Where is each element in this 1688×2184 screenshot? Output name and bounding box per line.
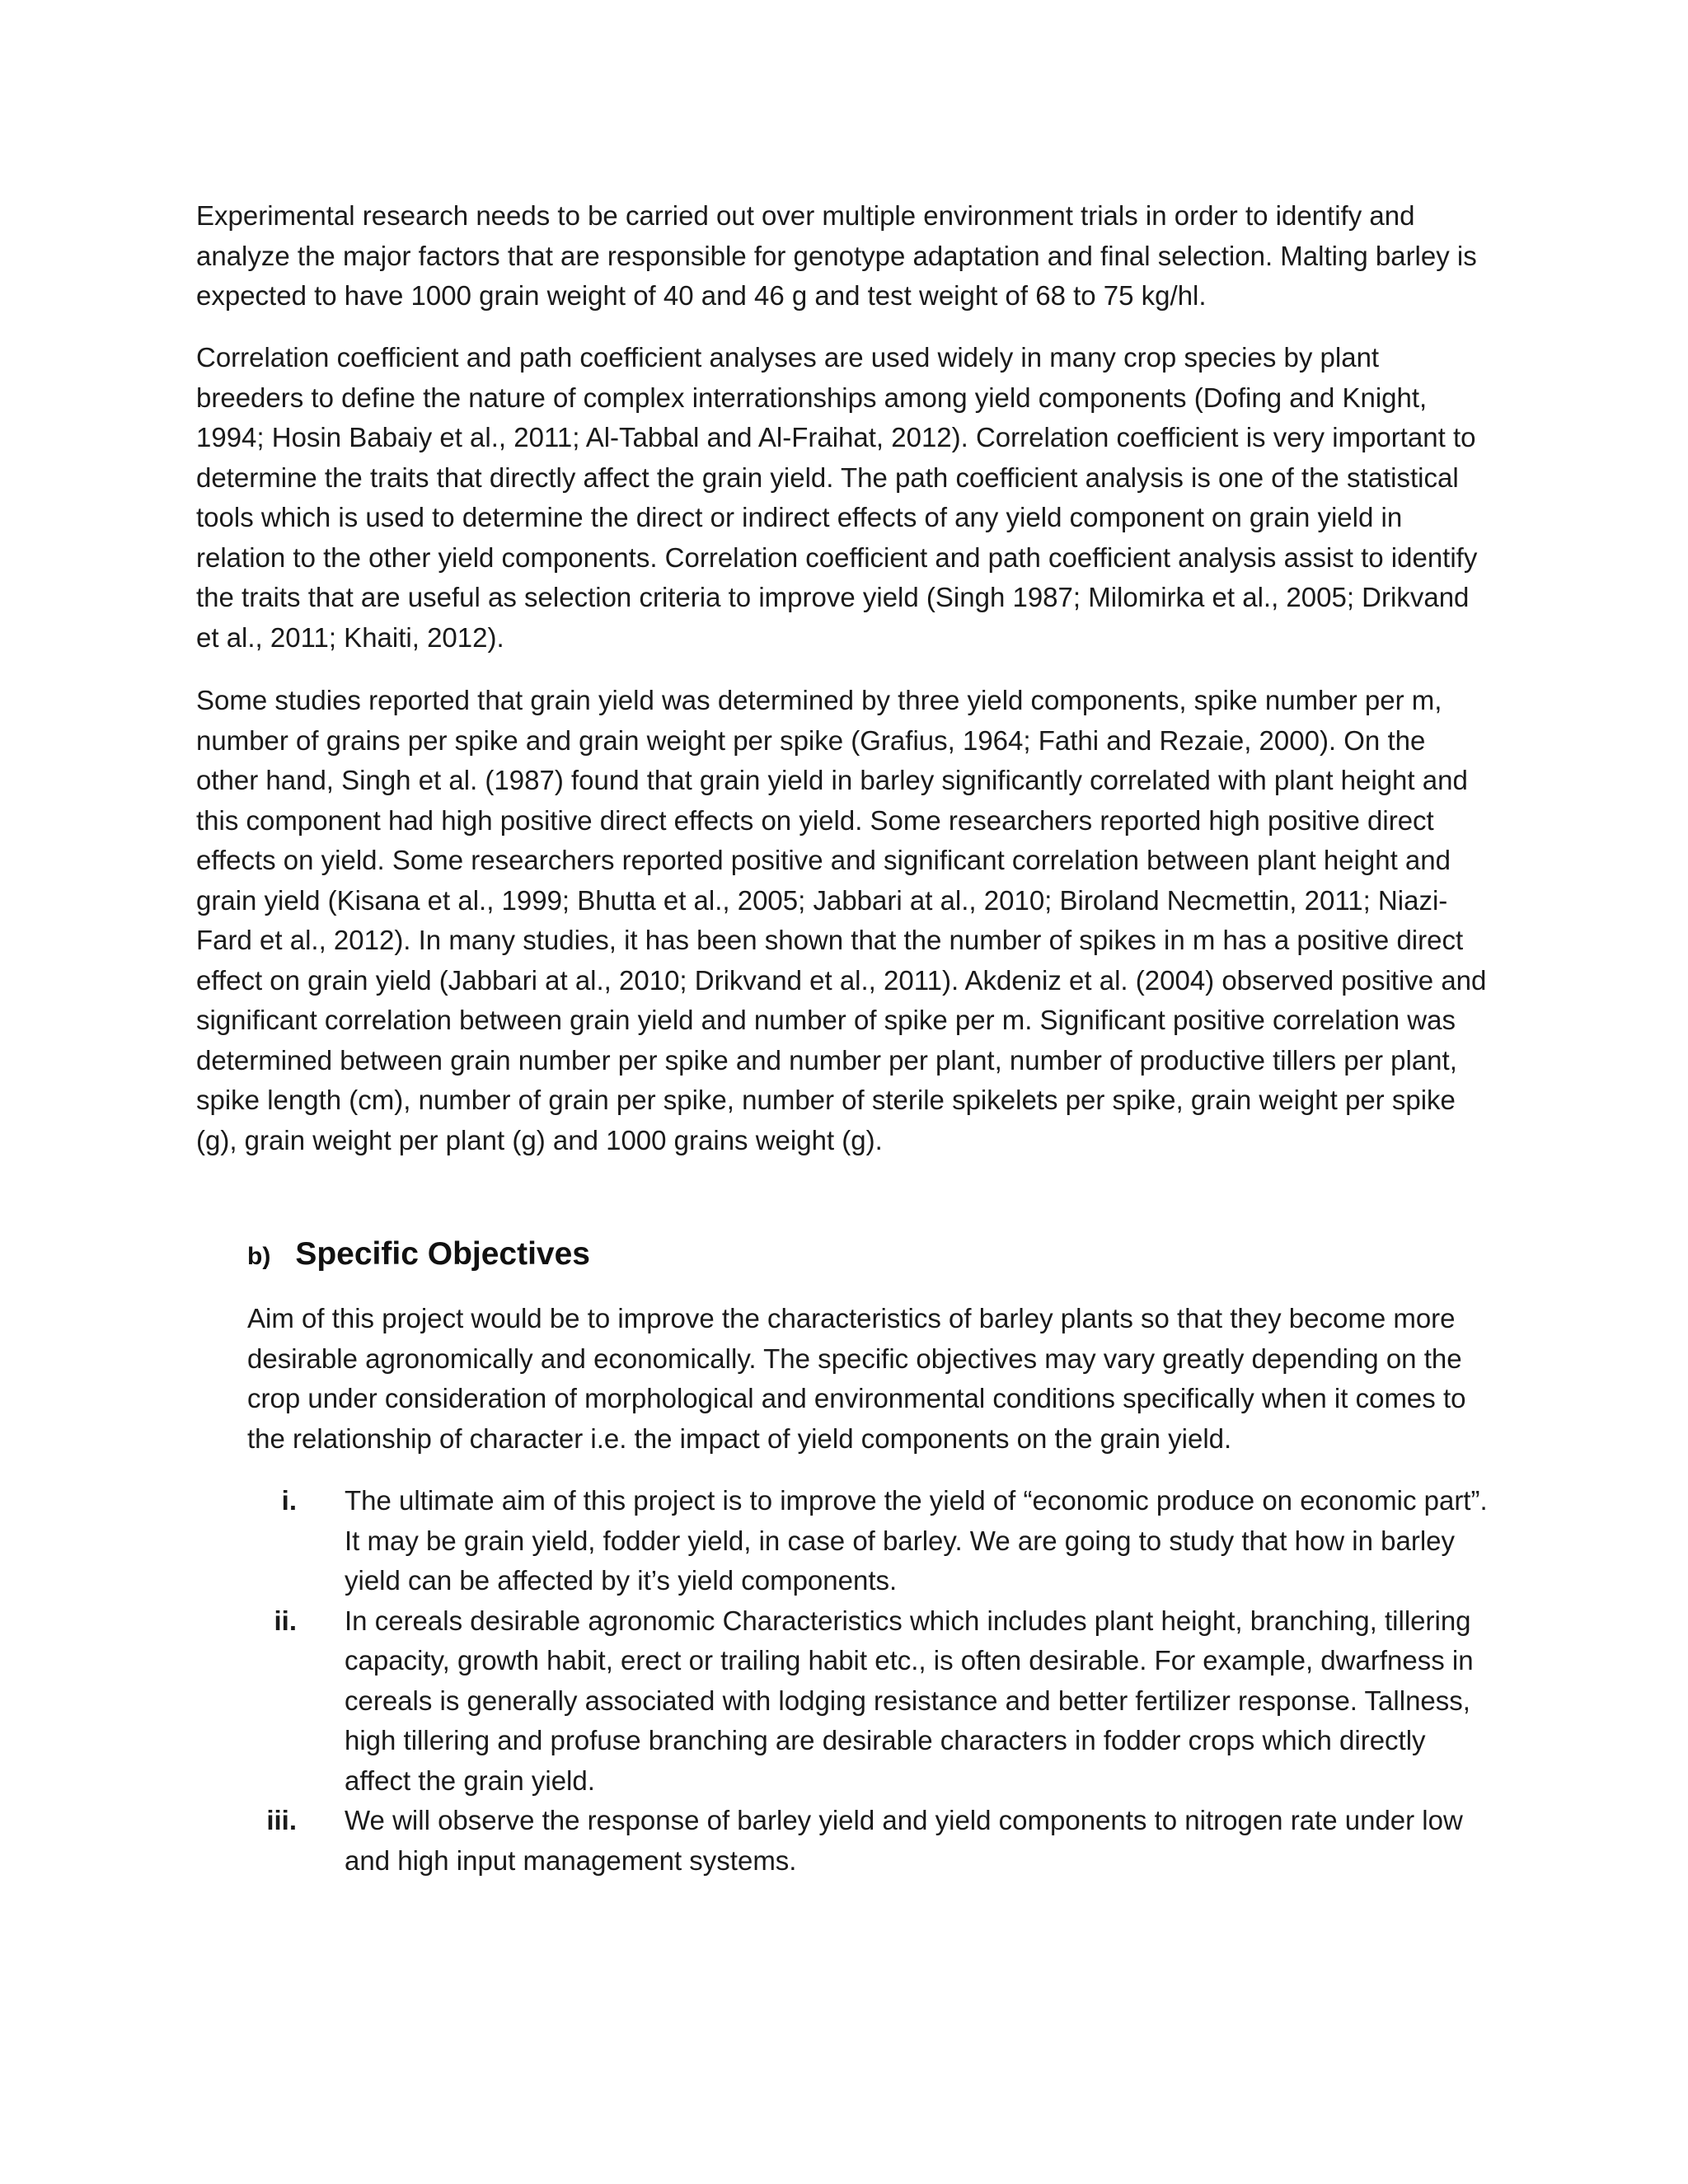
paragraph-correlation-coefficient: Correlation coefficient and path coefficient analyses are used widely in many crop species by plant breeders to define the nature of complex interrationships among yield components (Dofing and Knight, 1994; Hosin Babaiy et al., 2011; Al-Tabbal and Al-Fraihat, 2012). Correlation coefficient is very important to determine the traits that directly affect the grain yield. The path coefficient analysis is one of the statistical tools which is used to determine the direct or indirect effects of any yield component on grain yield in relation to the other yield components. Correlation coefficient and path coefficient analysis assist to identify the traits that are useful as selection criteria to improve yield (Singh 1987; Milomirka et al., 2005; Drikvand et al., 2011; Khaiti, 2012). (196, 342, 1478, 653)
objective-item (247, 1481, 1496, 1601)
list-marker: ii. (274, 1605, 297, 1636)
list-marker: i. (281, 1485, 297, 1516)
objective-item (247, 1801, 1496, 1881)
paragraph-objectives-intro: Aim of this project would be to improve the characteristics of barley plants so that they become more desirable agronomically and economically. The specific objectives may vary greatly depending on the crop under consideration of morphological and environmental conditions specifically when it comes to the relationship of character i.e. the impact of yield components on the grain yield. (247, 1303, 1466, 1454)
objective-item (247, 1601, 1496, 1802)
section-heading (247, 1236, 590, 1272)
section-title: Specific Objectives (295, 1236, 590, 1272)
paragraph-yield-components-studies: Some studies reported that grain yield was determined by three yield components, spike number per m, number of grains per spike and grain weight per spike (Grafius, 1964; Fathi and Rezaie, 2000). On the other hand, Singh et al. (1987) found that grain yield in barley significantly correlated with plant height and this component had high positive direct effects on yield. Some researchers reported high positive direct effects on yield. Some researchers reported positive and significant correlation between plant height and grain yield (Kisana et al., 1999; Bhutta et al., 2005; Jabbari at al., 2010; Biroland Necmettin, 2011; Niazi-Fard et al., 2012). In many studies, it has been shown that the number of spikes in m has a positive direct effect on grain yield (Jabbari at al., 2010; Drikvand et al., 2011). Akdeniz et al. (2004) observed positive and significant correlation between grain yield and number of spike per m. Significant positive correlation was determined between grain number per spike and number per plant, number of productive tillers per plant, spike length (cm), number of grain per spike, number of sterile spikelets per spike, grain weight per spike (g), grain weight per plant (g) and 1000 grains weight (g). (196, 685, 1487, 1155)
objective-text: The ultimate aim of this project is to improve the yield of “economic produce on economic part”. It may be grain yield, fodder yield, in case of barley. We are going to study that how in barley yield can be affected by it’s yield components. (345, 1485, 1488, 1596)
paragraph-experimental-research: Experimental research needs to be carried out over multiple environment trials in order to identify and analyze the major factors that are responsible for genotype adaptation and final selection. Malting barley is expected to have 1000 grain weight of 40 and 46 g and test weight of 68 to 75 kg/hl. (196, 200, 1477, 311)
list-marker: iii. (266, 1805, 297, 1835)
objectives-list (247, 1481, 1496, 1881)
objective-text: In cereals desirable agronomic Characteristics which includes plant height, branching, tillering capacity, growth habit, erect or trailing habit etc., is often desirable. For example, dwarfness in cereals is generally associated with lodging resistance and better fertilizer response. Tallness, high tillering and profuse branching are desirable characters in fodder crops which directly affect the grain yield. (345, 1605, 1474, 1796)
section-letter: b) (247, 1243, 271, 1270)
objective-text: We will observe the response of barley yield and yield components to nitrogen rate under low and high input management systems. (345, 1805, 1463, 1876)
